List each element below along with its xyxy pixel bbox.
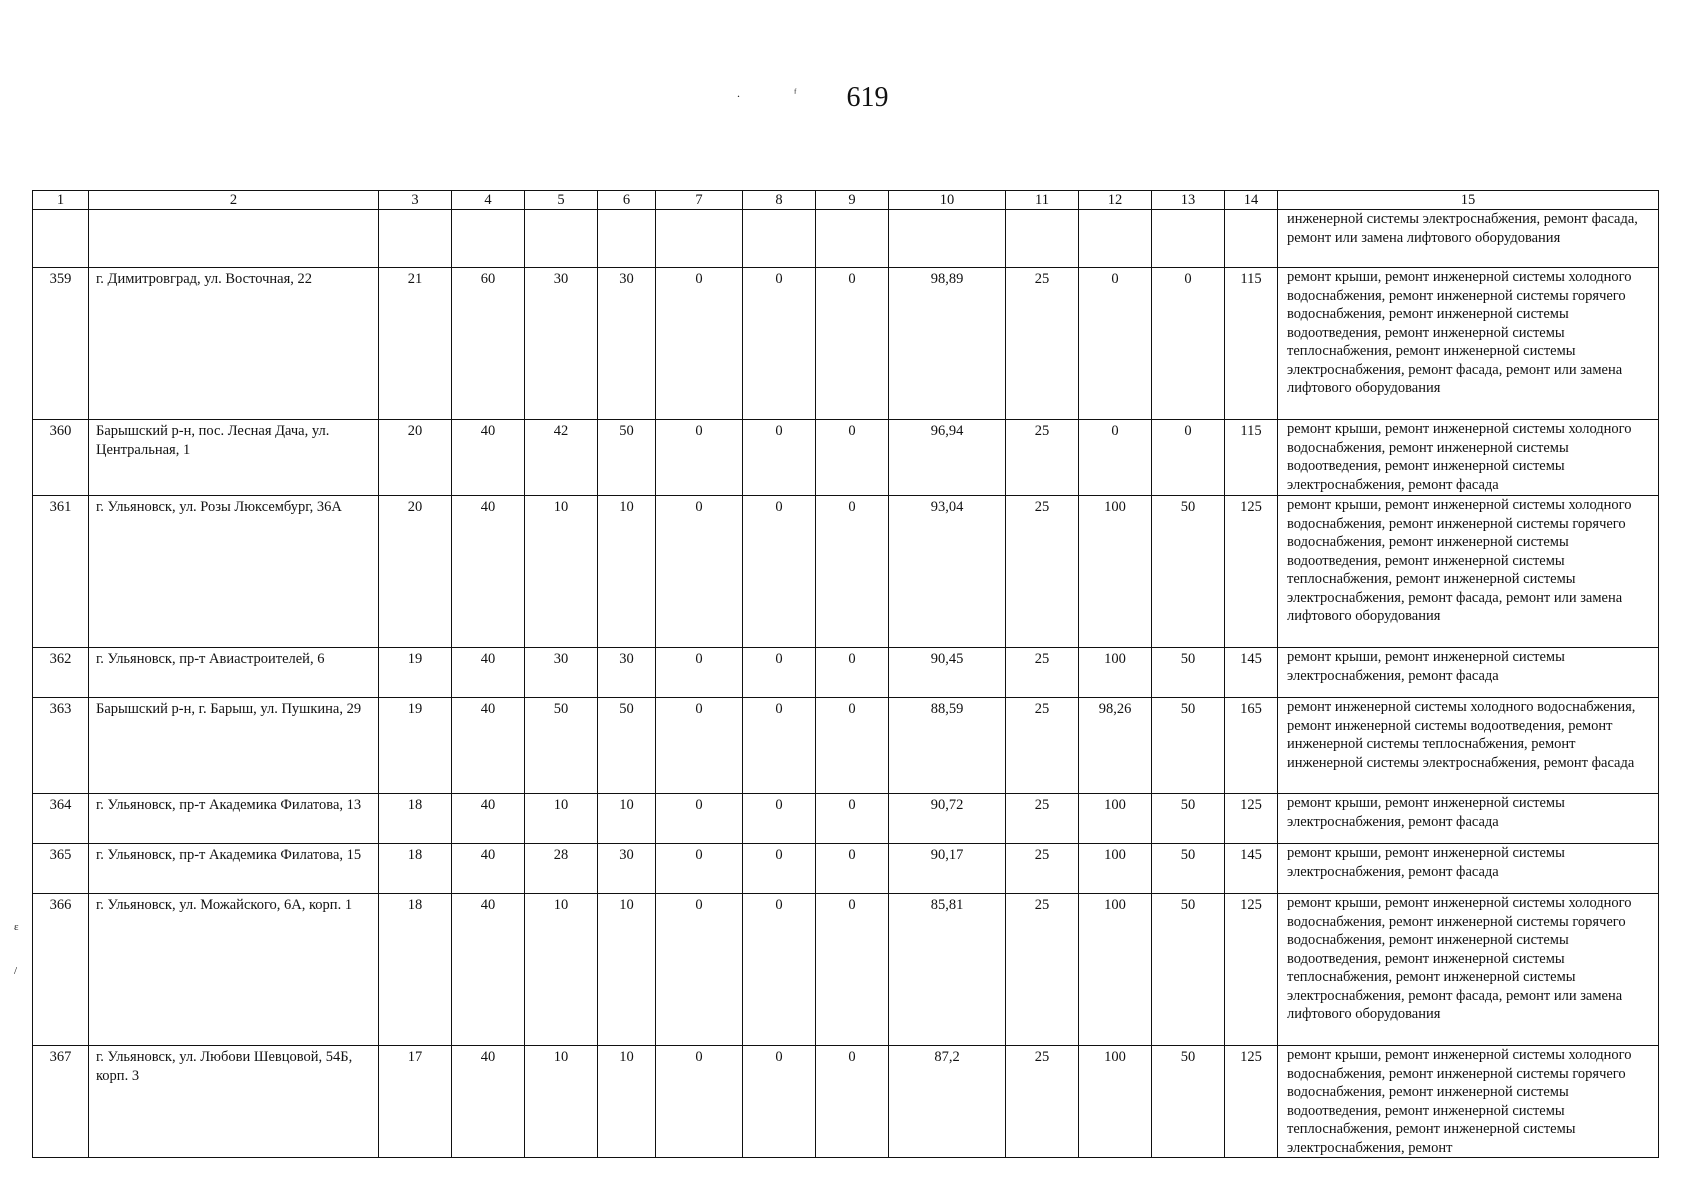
- continuation-empty-cell: [598, 210, 656, 268]
- value-cell-col-12: 100: [1079, 844, 1152, 894]
- value-cell-col-3: 18: [379, 894, 452, 1046]
- value-cell-col-11: 25: [1006, 648, 1079, 698]
- value-cell-col-5: 42: [525, 420, 598, 496]
- row-number: 366: [33, 894, 89, 1046]
- row-number: 365: [33, 844, 89, 894]
- continuation-empty-cell: [452, 210, 525, 268]
- value-cell-col-13: 50: [1152, 648, 1225, 698]
- value-cell-col-13: 50: [1152, 844, 1225, 894]
- value-cell-col-10: 88,59: [889, 698, 1006, 794]
- value-cell-col-7: 0: [656, 648, 743, 698]
- continuation-empty-cell: [1079, 210, 1152, 268]
- continuation-empty-cell: [743, 210, 816, 268]
- value-cell-col-11: 25: [1006, 496, 1079, 648]
- value-cell-col-6: 30: [598, 648, 656, 698]
- value-cell-col-9: 0: [816, 1046, 889, 1158]
- continuation-empty-cell: [33, 210, 89, 268]
- value-cell-col-6: 30: [598, 268, 656, 420]
- value-cell-col-3: 19: [379, 698, 452, 794]
- row-number: 359: [33, 268, 89, 420]
- value-cell-col-11: 25: [1006, 794, 1079, 844]
- value-cell-col-14: 145: [1225, 844, 1278, 894]
- value-cell-col-9: 0: [816, 698, 889, 794]
- value-cell-col-12: 100: [1079, 794, 1152, 844]
- continuation-works-cell: инженерной системы электроснабжения, ремонт фасада, ремонт или замена лифтового оборудования: [1278, 210, 1659, 268]
- value-cell-col-12: 100: [1079, 894, 1152, 1046]
- value-cell-col-13: 50: [1152, 1046, 1225, 1158]
- value-cell-col-7: 0: [656, 844, 743, 894]
- continuation-empty-cell: [525, 210, 598, 268]
- column-header-2: 2: [89, 191, 379, 210]
- value-cell-col-14: 165: [1225, 698, 1278, 794]
- value-cell-col-5: 10: [525, 1046, 598, 1158]
- value-cell-col-8: 0: [743, 794, 816, 844]
- value-cell-col-5: 10: [525, 894, 598, 1046]
- value-cell-col-4: 40: [452, 496, 525, 648]
- value-cell-col-3: 19: [379, 648, 452, 698]
- works-cell: ремонт крыши, ремонт инженерной системы холодного водоснабжения, ремонт инженерной системы горячего водоснабжения, ремонт инженерной системы водоотведения, ремонт инженерной системы теплоснабжения, ремонт инженерной системы электроснабжения, ремонт фасада, ремонт или замена лифтового оборудования: [1278, 894, 1659, 1046]
- value-cell-col-9: 0: [816, 268, 889, 420]
- value-cell-col-3: 17: [379, 1046, 452, 1158]
- header-row: [33, 191, 1659, 210]
- row-number: 362: [33, 648, 89, 698]
- value-cell-col-7: 0: [656, 698, 743, 794]
- works-cell: ремонт крыши, ремонт инженерной системы электроснабжения, ремонт фасада: [1278, 648, 1659, 698]
- continuation-empty-cell: [379, 210, 452, 268]
- row-number: 367: [33, 1046, 89, 1158]
- continuation-empty-cell: [89, 210, 379, 268]
- value-cell-col-4: 40: [452, 794, 525, 844]
- address-cell: Барышский р-н, пос. Лесная Дача, ул. Центральная, 1: [89, 420, 379, 496]
- address-cell: г. Ульяновск, ул. Розы Люксембург, 36А: [89, 496, 379, 648]
- value-cell-col-5: 28: [525, 844, 598, 894]
- column-header-8: 8: [743, 191, 816, 210]
- value-cell-col-7: 0: [656, 894, 743, 1046]
- column-header-15: 15: [1278, 191, 1659, 210]
- value-cell-col-3: 21: [379, 268, 452, 420]
- row-number: 361: [33, 496, 89, 648]
- row-number: 364: [33, 794, 89, 844]
- table-row: [33, 698, 1659, 794]
- address-cell: г. Ульяновск, пр-т Академика Филатова, 15: [89, 844, 379, 894]
- value-cell-col-13: 50: [1152, 894, 1225, 1046]
- value-cell-col-10: 85,81: [889, 894, 1006, 1046]
- table-row: [33, 496, 1659, 648]
- row-number: 360: [33, 420, 89, 496]
- value-cell-col-11: 25: [1006, 420, 1079, 496]
- value-cell-col-3: 20: [379, 420, 452, 496]
- works-cell: ремонт крыши, ремонт инженерной системы холодного водоснабжения, ремонт инженерной системы горячего водоснабжения, ремонт инженерной системы водоотведения, ремонт инженерной системы теплоснабжения, ремонт инженерной системы электроснабжения, ремонт фасада, ремонт или замена лифтового оборудования: [1278, 496, 1659, 648]
- column-header-14: 14: [1225, 191, 1278, 210]
- table-row: [33, 648, 1659, 698]
- works-cell: ремонт крыши, ремонт инженерной системы электроснабжения, ремонт фасада: [1278, 794, 1659, 844]
- value-cell-col-14: 125: [1225, 1046, 1278, 1158]
- value-cell-col-6: 10: [598, 794, 656, 844]
- value-cell-col-9: 0: [816, 420, 889, 496]
- value-cell-col-11: 25: [1006, 268, 1079, 420]
- value-cell-col-14: 125: [1225, 894, 1278, 1046]
- table-row: [33, 420, 1659, 496]
- value-cell-col-9: 0: [816, 844, 889, 894]
- document-table-wrapper: [32, 190, 1658, 1158]
- row-number: 363: [33, 698, 89, 794]
- value-cell-col-10: 96,94: [889, 420, 1006, 496]
- table-row: [33, 844, 1659, 894]
- value-cell-col-8: 0: [743, 894, 816, 1046]
- table-row: [33, 794, 1659, 844]
- column-header-12: 12: [1079, 191, 1152, 210]
- column-header-3: 3: [379, 191, 452, 210]
- column-header-10: 10: [889, 191, 1006, 210]
- value-cell-col-5: 30: [525, 268, 598, 420]
- continuation-empty-cell: [889, 210, 1006, 268]
- value-cell-col-10: 90,45: [889, 648, 1006, 698]
- address-cell: г. Ульяновск, пр-т Авиастроителей, 6: [89, 648, 379, 698]
- value-cell-col-13: 50: [1152, 496, 1225, 648]
- value-cell-col-9: 0: [816, 496, 889, 648]
- works-cell: ремонт крыши, ремонт инженерной системы электроснабжения, ремонт фасада: [1278, 844, 1659, 894]
- continuation-empty-cell: [1225, 210, 1278, 268]
- capital-repair-table: [32, 190, 1659, 1158]
- value-cell-col-7: 0: [656, 1046, 743, 1158]
- value-cell-col-12: 98,26: [1079, 698, 1152, 794]
- value-cell-col-10: 90,72: [889, 794, 1006, 844]
- value-cell-col-14: 125: [1225, 496, 1278, 648]
- value-cell-col-3: 20: [379, 496, 452, 648]
- value-cell-col-4: 40: [452, 698, 525, 794]
- value-cell-col-3: 18: [379, 844, 452, 894]
- value-cell-col-8: 0: [743, 420, 816, 496]
- value-cell-col-8: 0: [743, 698, 816, 794]
- continuation-empty-cell: [656, 210, 743, 268]
- value-cell-col-9: 0: [816, 794, 889, 844]
- value-cell-col-14: 115: [1225, 268, 1278, 420]
- value-cell-col-7: 0: [656, 420, 743, 496]
- value-cell-col-11: 25: [1006, 698, 1079, 794]
- value-cell-col-10: 90,17: [889, 844, 1006, 894]
- page-number: 619: [846, 82, 889, 113]
- scan-specks: . ᶠ: [737, 86, 797, 100]
- value-cell-col-11: 25: [1006, 1046, 1079, 1158]
- column-header-6: 6: [598, 191, 656, 210]
- table-header: [33, 191, 1659, 210]
- column-header-5: 5: [525, 191, 598, 210]
- value-cell-col-14: 145: [1225, 648, 1278, 698]
- value-cell-col-4: 40: [452, 844, 525, 894]
- value-cell-col-7: 0: [656, 496, 743, 648]
- value-cell-col-13: 0: [1152, 420, 1225, 496]
- value-cell-col-3: 18: [379, 794, 452, 844]
- value-cell-col-4: 40: [452, 420, 525, 496]
- value-cell-col-13: 0: [1152, 268, 1225, 420]
- value-cell-col-12: 100: [1079, 1046, 1152, 1158]
- value-cell-col-5: 10: [525, 496, 598, 648]
- value-cell-col-4: 40: [452, 894, 525, 1046]
- value-cell-col-4: 40: [452, 648, 525, 698]
- continuation-empty-cell: [816, 210, 889, 268]
- value-cell-col-6: 50: [598, 698, 656, 794]
- continuation-empty-cell: [1152, 210, 1225, 268]
- column-header-7: 7: [656, 191, 743, 210]
- column-header-9: 9: [816, 191, 889, 210]
- works-cell: ремонт инженерной системы холодного водоснабжения, ремонт инженерной системы водоотведения, ремонт инженерной системы теплоснабжения, ремонт инженерной системы электроснабжения, ремонт фасада: [1278, 698, 1659, 794]
- value-cell-col-13: 50: [1152, 698, 1225, 794]
- address-cell: г. Ульяновск, пр-т Академика Филатова, 13: [89, 794, 379, 844]
- value-cell-col-12: 100: [1079, 648, 1152, 698]
- value-cell-col-6: 10: [598, 894, 656, 1046]
- works-cell: ремонт крыши, ремонт инженерной системы холодного водоснабжения, ремонт инженерной системы горячего водоснабжения, ремонт инженерной системы водоотведения, ремонт инженерной системы теплоснабжения, ремонт инженерной системы электроснабжения, ремонт: [1278, 1046, 1659, 1158]
- value-cell-col-8: 0: [743, 268, 816, 420]
- continuation-empty-cell: [1006, 210, 1079, 268]
- value-cell-col-12: 0: [1079, 420, 1152, 496]
- value-cell-col-8: 0: [743, 648, 816, 698]
- table-row: [33, 894, 1659, 1046]
- continuation-row: [33, 210, 1659, 268]
- table-body: [33, 210, 1659, 1158]
- value-cell-col-14: 125: [1225, 794, 1278, 844]
- column-header-4: 4: [452, 191, 525, 210]
- address-cell: Барышский р-н, г. Барыш, ул. Пушкина, 29: [89, 698, 379, 794]
- value-cell-col-10: 93,04: [889, 496, 1006, 648]
- value-cell-col-6: 50: [598, 420, 656, 496]
- value-cell-col-4: 40: [452, 1046, 525, 1158]
- value-cell-col-5: 10: [525, 794, 598, 844]
- value-cell-col-14: 115: [1225, 420, 1278, 496]
- value-cell-col-12: 0: [1079, 268, 1152, 420]
- column-header-11: 11: [1006, 191, 1079, 210]
- value-cell-col-10: 98,89: [889, 268, 1006, 420]
- value-cell-col-9: 0: [816, 648, 889, 698]
- column-header-1: 1: [33, 191, 89, 210]
- value-cell-col-5: 50: [525, 698, 598, 794]
- value-cell-col-12: 100: [1079, 496, 1152, 648]
- value-cell-col-8: 0: [743, 496, 816, 648]
- address-cell: г. Димитровград, ул. Восточная, 22: [89, 268, 379, 420]
- value-cell-col-4: 60: [452, 268, 525, 420]
- table-row: [33, 268, 1659, 420]
- value-cell-col-11: 25: [1006, 844, 1079, 894]
- value-cell-col-10: 87,2: [889, 1046, 1006, 1158]
- value-cell-col-5: 30: [525, 648, 598, 698]
- works-cell: ремонт крыши, ремонт инженерной системы холодного водоснабжения, ремонт инженерной системы горячего водоснабжения, ремонт инженерной системы водоотведения, ремонт инженерной системы теплоснабжения, ремонт инженерной системы электроснабжения, ремонт фасада, ремонт или замена лифтового оборудования: [1278, 268, 1659, 420]
- value-cell-col-7: 0: [656, 268, 743, 420]
- column-header-13: 13: [1152, 191, 1225, 210]
- value-cell-col-6: 10: [598, 1046, 656, 1158]
- value-cell-col-13: 50: [1152, 794, 1225, 844]
- value-cell-col-7: 0: [656, 794, 743, 844]
- value-cell-col-9: 0: [816, 894, 889, 1046]
- address-cell: г. Ульяновск, ул. Любови Шевцовой, 54Б, корп. 3: [89, 1046, 379, 1158]
- address-cell: г. Ульяновск, ул. Можайского, 6А, корп. 1: [89, 894, 379, 1046]
- value-cell-col-8: 0: [743, 1046, 816, 1158]
- works-cell: ремонт крыши, ремонт инженерной системы холодного водоснабжения, ремонт инженерной системы водоотведения, ремонт инженерной системы электроснабжения, ремонт фасада: [1278, 420, 1659, 496]
- margin-marks: ɛ /: [14, 921, 19, 977]
- value-cell-col-8: 0: [743, 844, 816, 894]
- table-row: [33, 1046, 1659, 1158]
- value-cell-col-11: 25: [1006, 894, 1079, 1046]
- value-cell-col-6: 10: [598, 496, 656, 648]
- value-cell-col-6: 30: [598, 844, 656, 894]
